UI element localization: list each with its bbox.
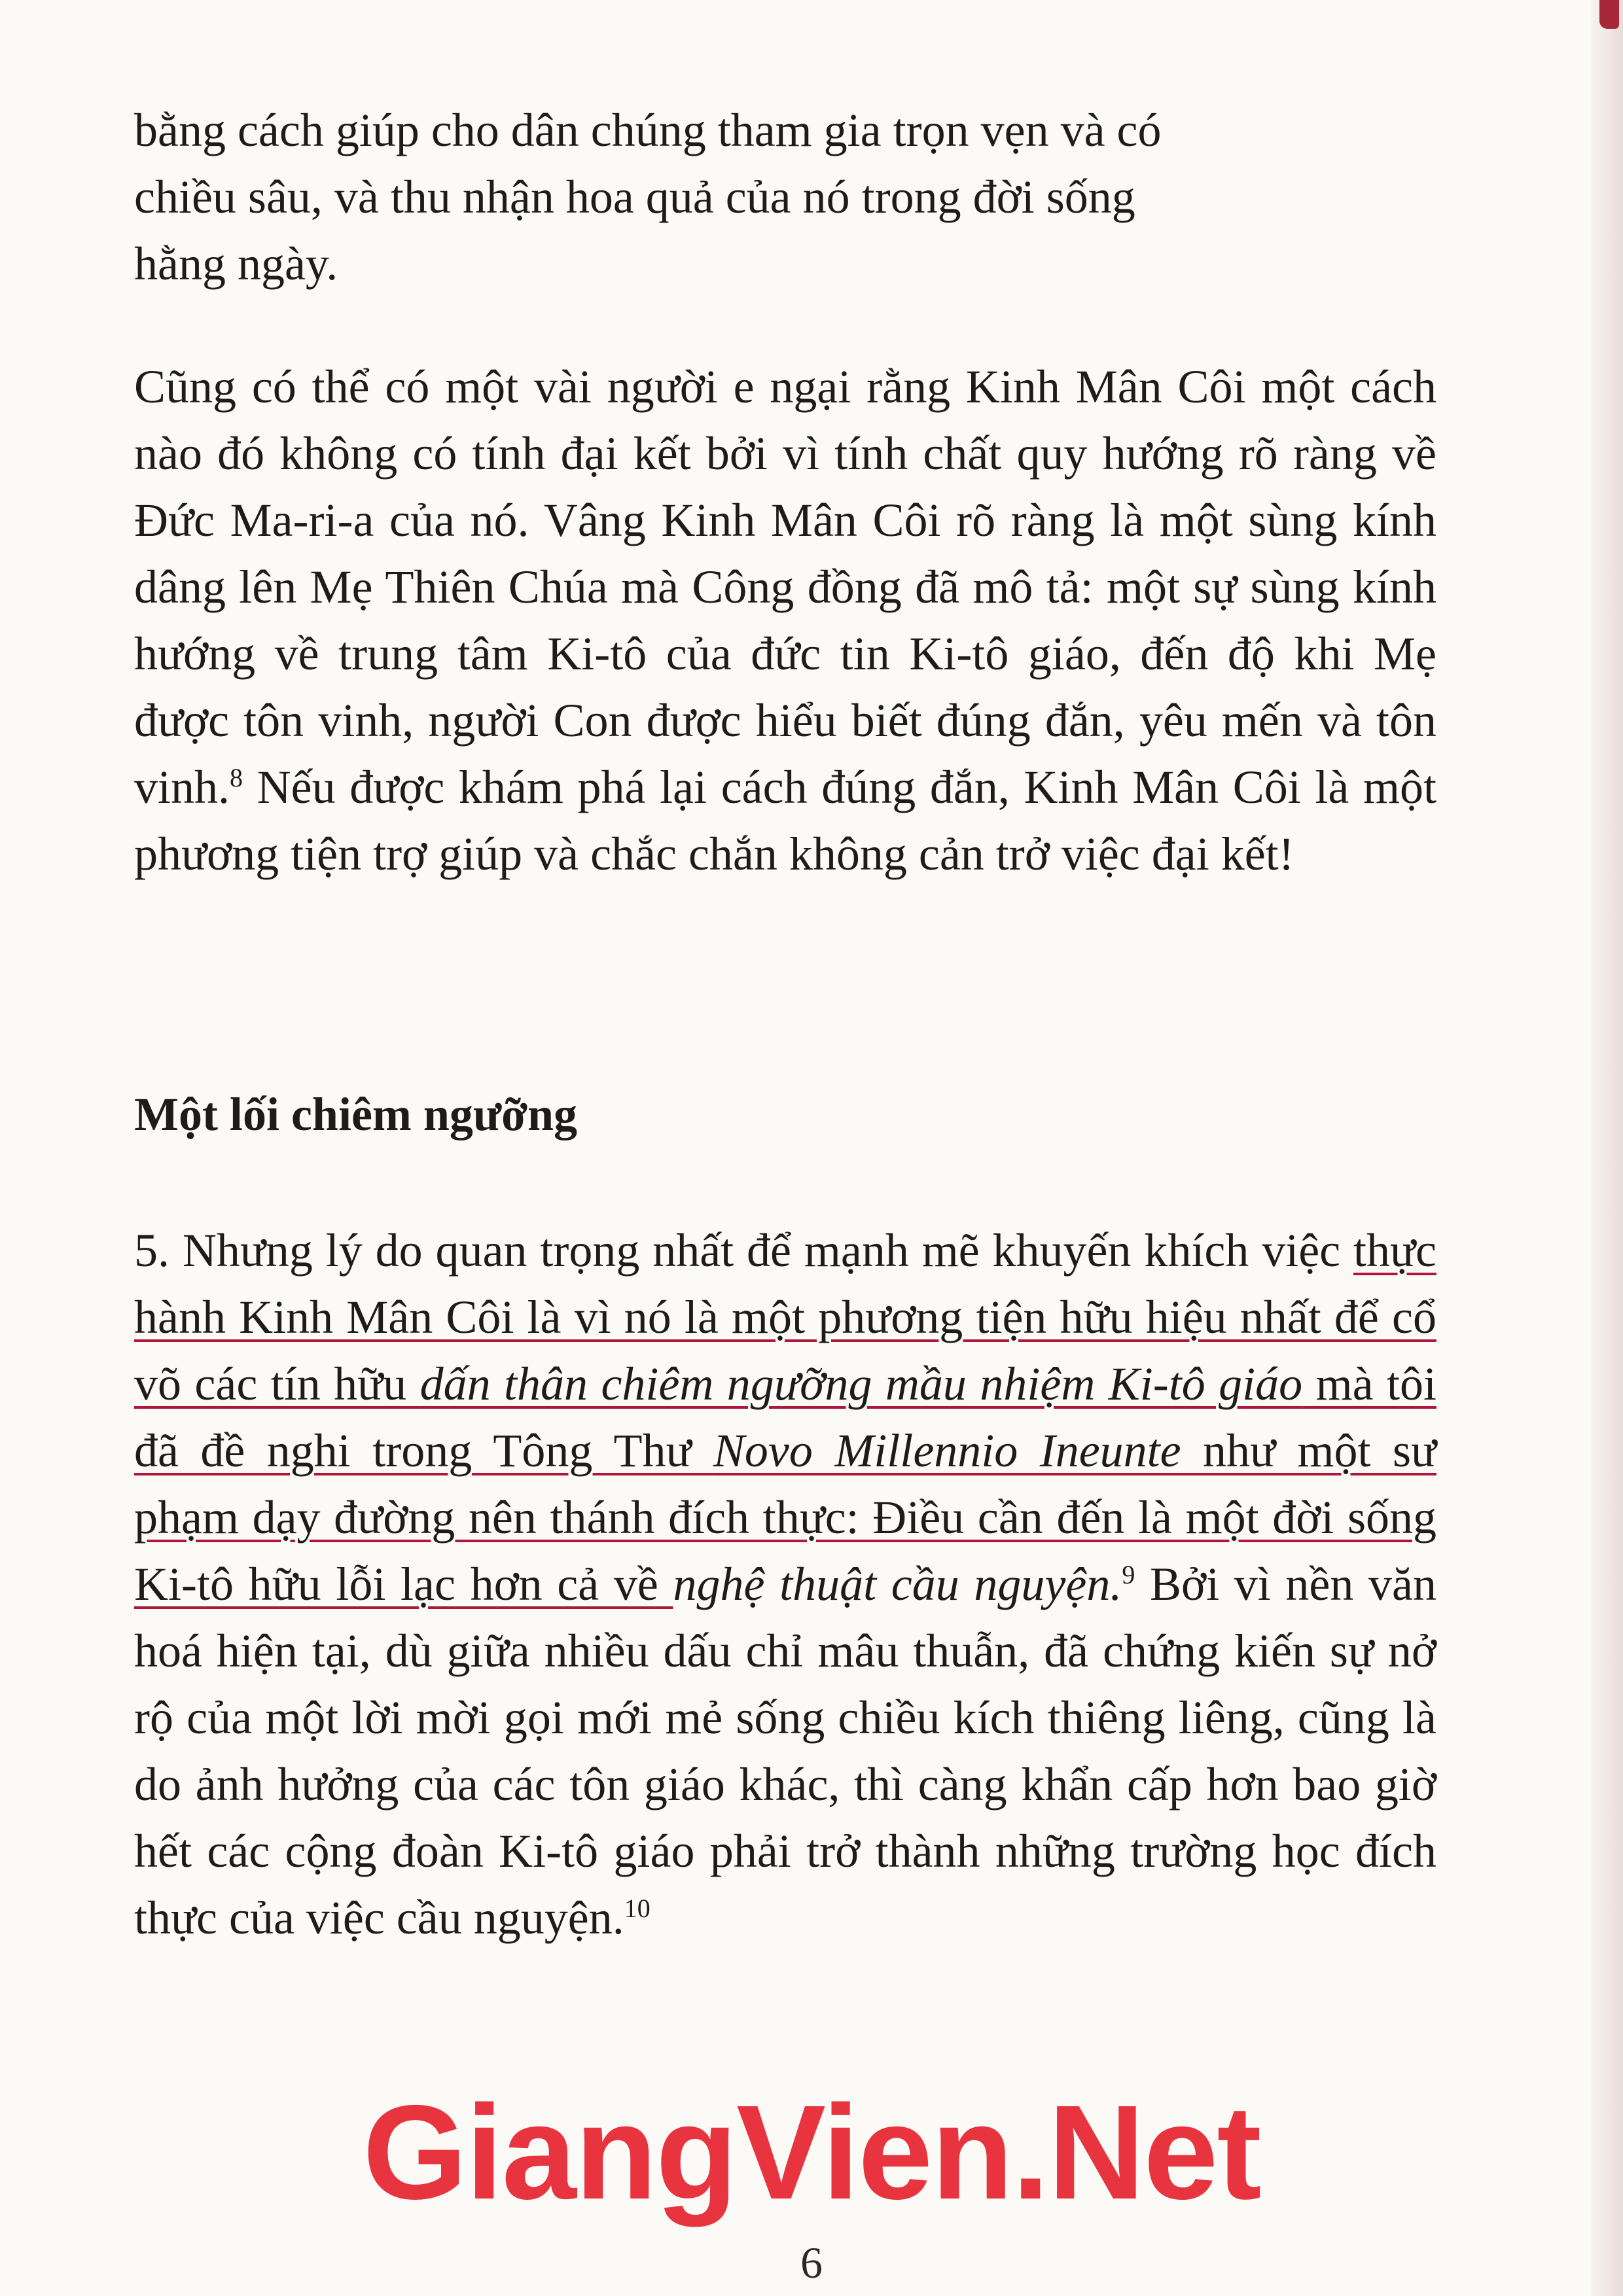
watermark-logo: GiangVien.Net xyxy=(363,2077,1260,2227)
section-heading: Một lối chiêm ngưỡng xyxy=(134,1088,578,1140)
paragraph-3 xyxy=(134,1217,1436,1951)
paragraph-1 xyxy=(134,97,1436,297)
paragraph-3-conclusion: Bởi vì nền văn hoá hiện tại, dù giữa nhiều dấu chỉ mâu thuẫn, đã chứng kiến sự nở rộ của một lời mời gọi mới mẻ sống chiều kích thiêng liêng, cũng là do ảnh hưởng của các tôn giáo khác, thì càng khẩn cấp hơn bao giờ hết các cộng đoàn Ki-tô giáo phải trở thành những trường học đích thực của việc cầu nguyện. xyxy=(134,1558,1436,1944)
italic-phrase-contemplation: dấn thân chiêm ngưỡng mầu nhiệm Ki-tô giáo xyxy=(419,1358,1303,1410)
italic-phrase-prayer-art: nghệ thuật cầu nguyện. xyxy=(673,1558,1122,1610)
paragraph-2 xyxy=(134,353,1436,887)
ribbon-mark xyxy=(1599,0,1619,29)
paragraph-2-text: Cũng có thể có một vài người e ngại rằng Kinh Mân Côi một cách nào đó không có tính đại kết bởi vì tính chất quy hướng rõ ràng về Đức Ma-ri-a của nó. Vâng Kinh Mân Côi rõ ràng là một sùng kính dâng lên Mẹ Thiên Chúa mà Công đồng đã mô tả: một sự sùng kính hướng về trung tâm Ki-tô của đức tin Ki-tô giáo, đến độ khi Mẹ được tôn vinh, người Con được hiểu biết đúng đắn, yêu mến và tôn vinh. xyxy=(134,361,1436,813)
footnote-ref-10: 10 xyxy=(624,1894,651,1923)
paragraph-3-intro: 5. Nhưng lý do quan trọng nhất để mạnh mẽ khuyến khích việc xyxy=(134,1224,1354,1277)
paragraph-1-line-1: bằng cách giúp cho dân chúng tham gia trọn vẹn và có xyxy=(134,104,1162,156)
footnote-ref-8: 8 xyxy=(230,763,243,792)
highlighted-passage-2: mà tôi đã đề nghi trong Tông Thư xyxy=(134,1358,1437,1477)
footnote-ref-9: 9 xyxy=(1122,1560,1135,1589)
highlighted-passage-3: như một sư phạm dạy đường nên thánh đích thực: Điều cần đến là một đời sống Ki-tô hữu lỗi lạc hơn cả về xyxy=(134,1424,1436,1610)
page-edge xyxy=(1592,0,1623,2296)
page-number: 6 xyxy=(800,2238,823,2287)
paragraph-2-text-continued: Nếu được khám phá lại cách đúng đắn, Kinh Mân Côi là một phương tiện trợ giúp và chắc chắn không cản trở việc đại kết! xyxy=(134,761,1436,880)
italic-title-novo-millennio: Novo Millennio Ineunte xyxy=(713,1424,1181,1477)
paragraph-1-line-3: hằng ngày. xyxy=(134,238,338,290)
highlighted-passage-1: thực hành Kinh Mân Côi là vì nó là một phương tiện hữu hiệu nhất để cổ võ các tín hữu xyxy=(134,1224,1436,1410)
paragraph-1-line-2: chiều sâu, và thu nhận hoa quả của nó trong đời sống xyxy=(134,171,1135,223)
